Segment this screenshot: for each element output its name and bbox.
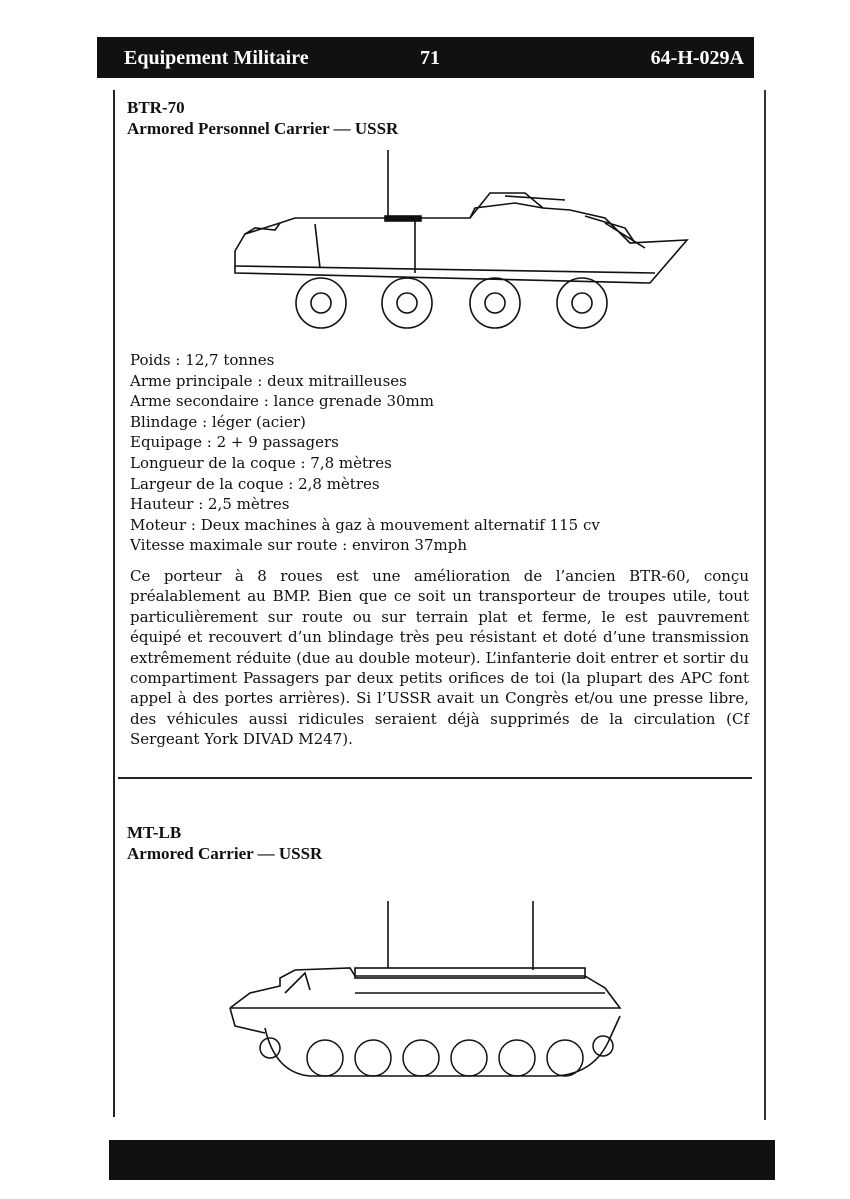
spec-max-speed: Vitesse maximale sur route : environ 37mph [130, 536, 468, 555]
spec-crew: Equipage : 2 + 9 passagers [130, 433, 339, 452]
btr70-illustration [225, 148, 695, 343]
mtlb-illustration [225, 898, 635, 1088]
document-code: 64-H-029A [650, 47, 744, 69]
vehicle1-description: Ce porteur à 8 roues est une amélioration de l’ancien BTR-60, conçu préalablement au BMP. Bien que ce soit un transporteur de troupes utile, tout particulièrement sur route ou sur terrain plat et ferme, le est pauvrement équipé et recouvert d’un blindage très peu résistant et doté d’une transmission extrêmement réduite (due au double moteur). L’infanterie doit entrer et sortir du compartiment Passagers par deux petits orifices de toi (la plupart des APC font appel à des portes arrières). Si l’USSR avait un Congrès et/ou une presse libre, des véhicules aussi ridicules seraient déjà supprimés de la circulation (Cf Sergeant York DIVAD M247). [130, 567, 749, 749]
vehicle2-subtitle: Armored Carrier — USSR [127, 844, 323, 863]
page-footer [109, 1140, 775, 1180]
vehicle1-subtitle: Armored Personnel Carrier — USSR [127, 119, 399, 138]
left-border-line [113, 90, 115, 1117]
spec-weight: Poids : 12,7 tonnes [130, 351, 275, 369]
section-divider [118, 777, 752, 779]
vehicle1-name: BTR-70 [127, 98, 185, 117]
spec-height: Hauteur : 2,5 mètres [130, 495, 290, 514]
spec-hull-length: Longueur de la coque : 7,8 mètres [130, 453, 392, 472]
spec-main-armament: Arme principale : deux mitrailleuses [130, 371, 407, 390]
vehicle2-heading [127, 822, 322, 864]
page-number: 71 [420, 47, 440, 69]
vehicle2-name: MT-LB [127, 823, 182, 842]
vehicle1-heading [127, 97, 398, 139]
spec-secondary-armament: Arme secondaire : lance grenade 30mm [130, 392, 434, 411]
page-header [97, 37, 754, 78]
spec-armor: Blindage : léger (acier) [130, 412, 306, 431]
spec-hull-width: Largeur de la coque : 2,8 mètres [130, 474, 380, 493]
right-border-line [764, 90, 766, 1120]
spec-engine: Moteur : Deux machines à gaz à mouvement alternatif 115 cv [130, 515, 600, 534]
vehicle1-specs [130, 350, 600, 556]
header-title: Equipement Militaire [124, 47, 309, 69]
